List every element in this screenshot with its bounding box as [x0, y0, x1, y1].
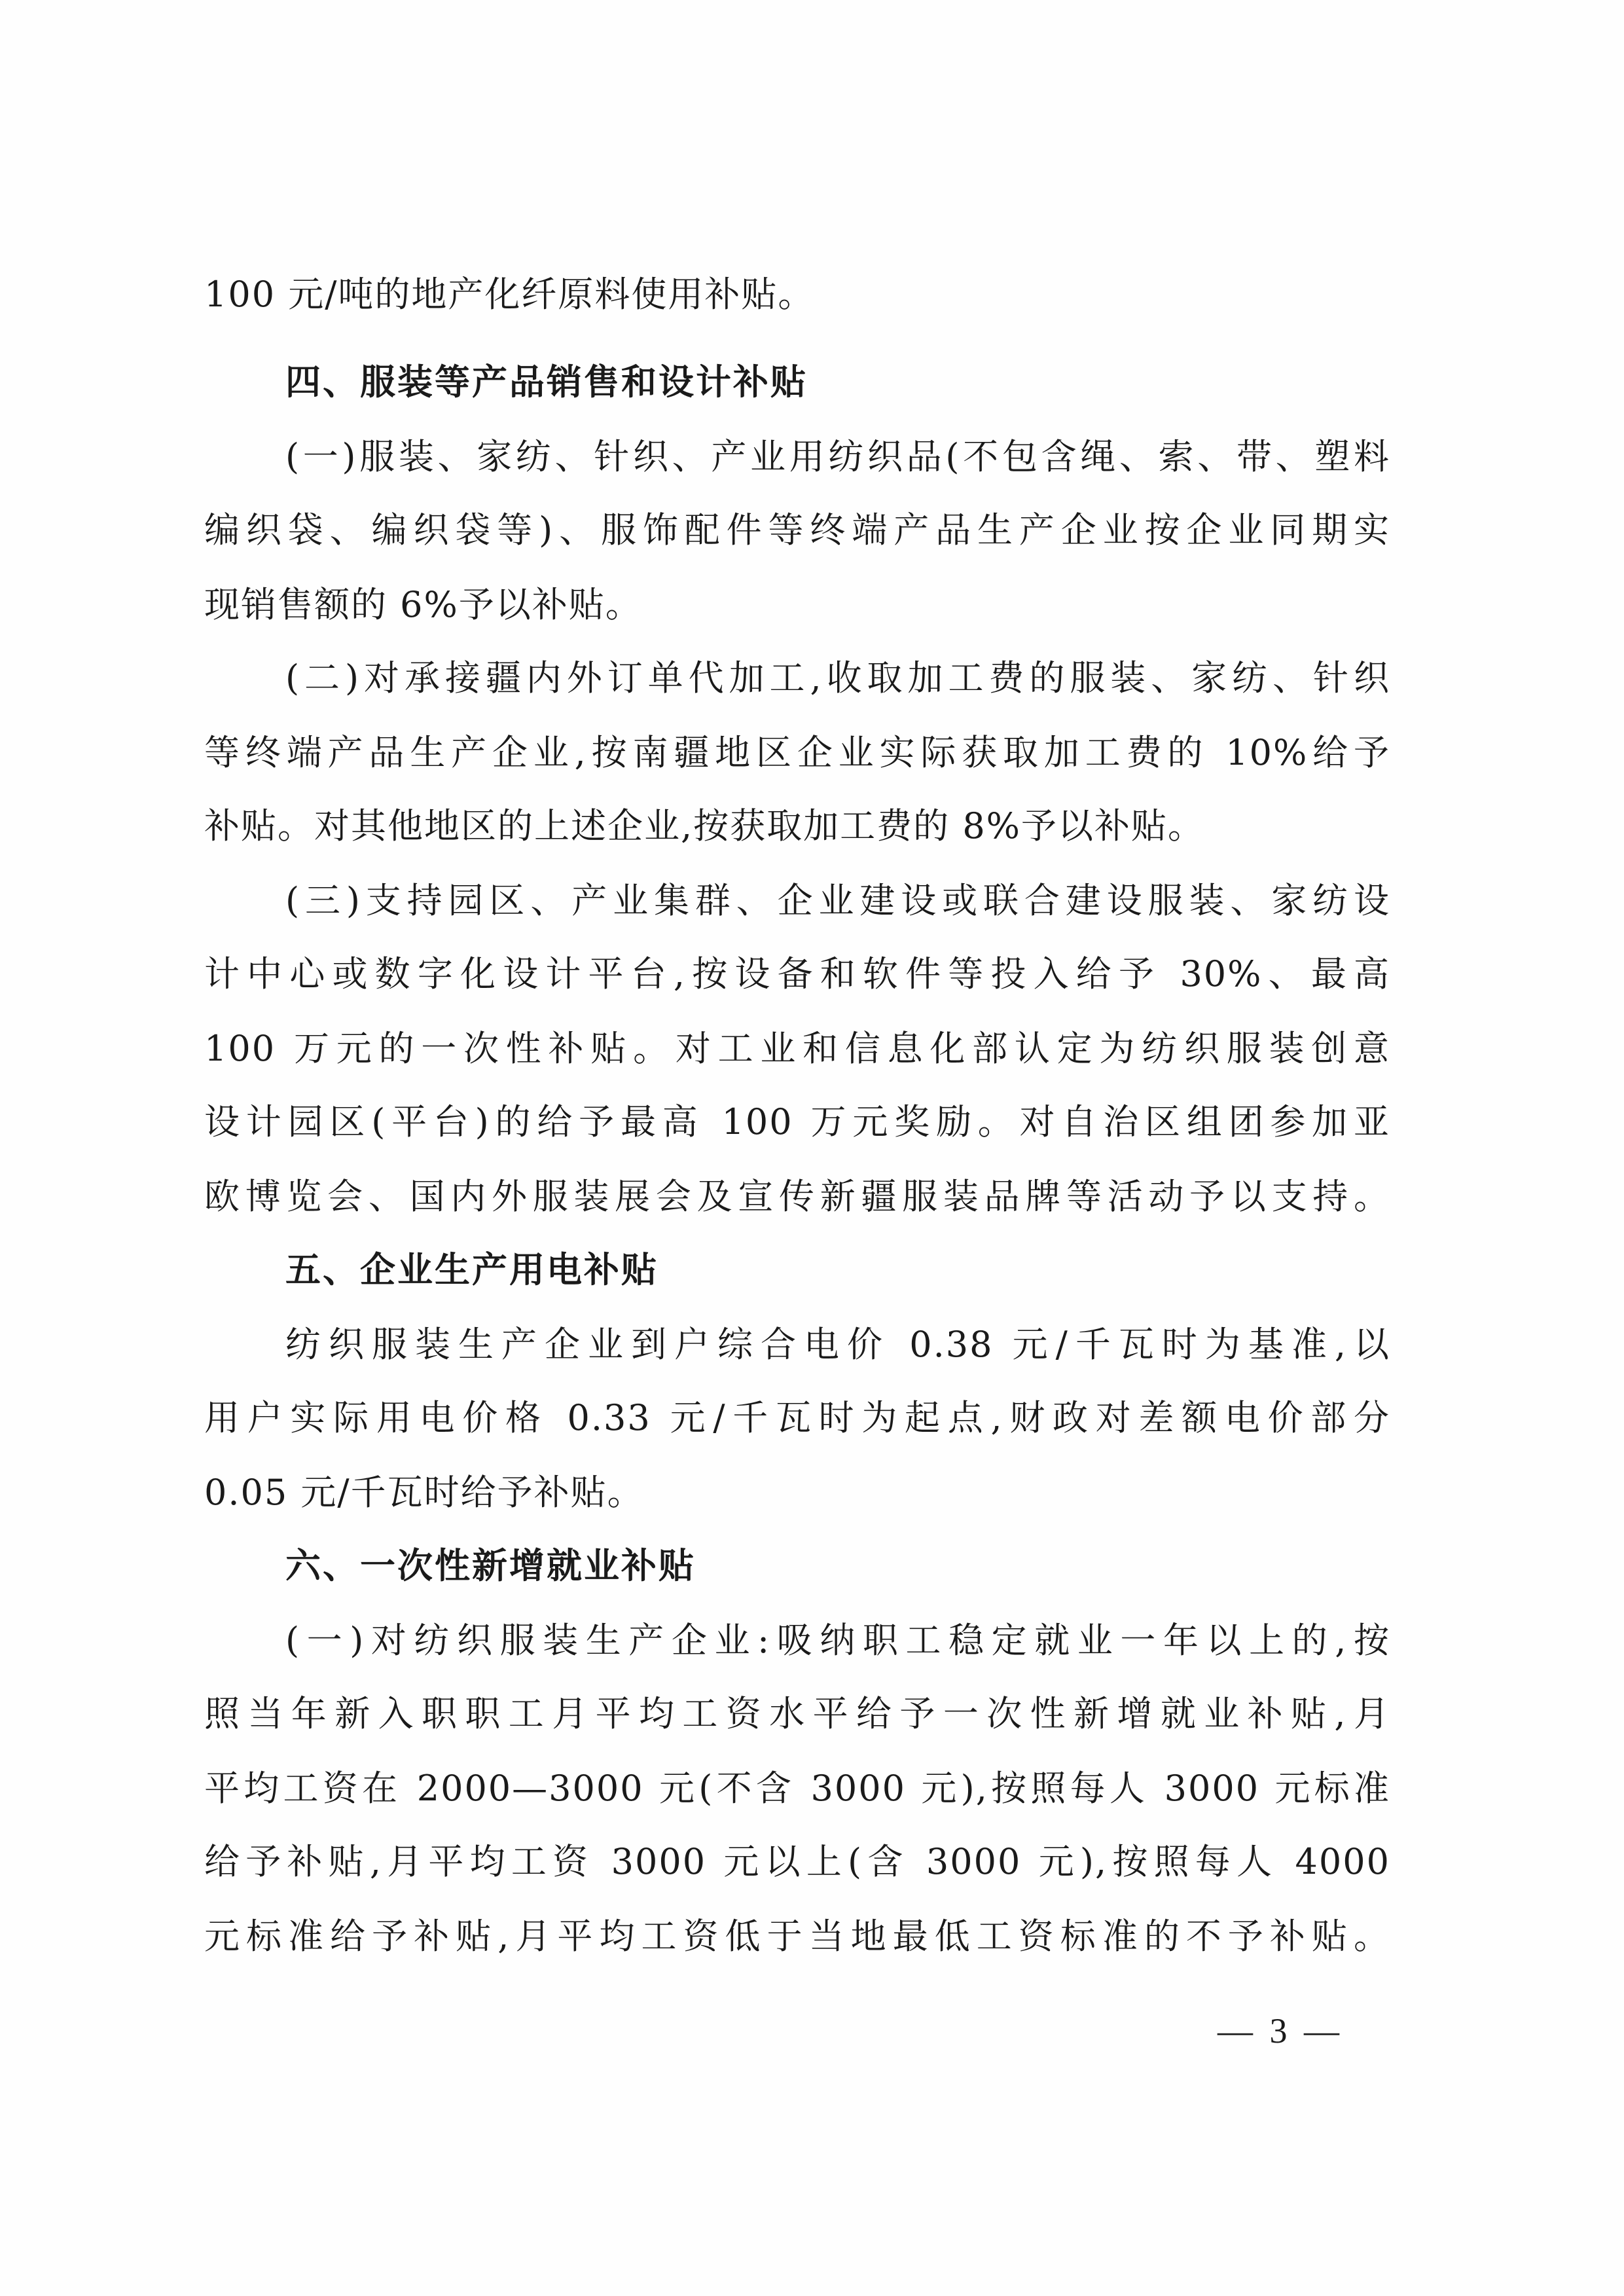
paragraph-line: 欧博览会、国内外服装展会及宣传新疆服装品牌等活动予以支持。 — [204, 1176, 1390, 1217]
section-heading-4: 四、服装等产品销售和设计补贴 — [285, 361, 808, 403]
paragraph-line: 编织袋、编织袋等)、服饰配件等终端产品生产企业按企业同期实 — [204, 509, 1390, 551]
page-number: — 3 — — [1218, 2011, 1343, 2050]
paragraph-line: 现销售额的 6%予以补贴。 — [204, 584, 642, 625]
paragraph-line: 0.05 元/千瓦时给予补贴。 — [204, 1472, 644, 1513]
paragraph-line: (二)对承接疆内外订单代加工,收取加工费的服装、家纺、针织 — [285, 657, 1390, 699]
paragraph-line: 补贴。对其他地区的上述企业,按获取加工费的 8%予以补贴。 — [204, 805, 1204, 847]
section-heading-6: 六、一次性新增就业补贴 — [285, 1545, 696, 1586]
section-heading-5: 五、企业生产用电补贴 — [285, 1249, 659, 1290]
paragraph-line: 元标准给予补贴,月平均工资低于当地最低工资标准的不予补贴。 — [204, 1916, 1390, 1957]
paragraph-line: 照当年新入职职工月平均工资水平给予一次性新增就业补贴,月 — [204, 1693, 1390, 1734]
paragraph-line: 设计园区(平台)的给予最高 100 万元奖励。对自治区组团参加亚 — [204, 1101, 1390, 1142]
paragraph-line: 给予补贴,月平均工资 3000 元以上(含 3000 元),按照每人 4000 — [204, 1841, 1390, 1882]
paragraph-line: 平均工资在 2000—3000 元(不含 3000 元),按照每人 3000 元标准 — [204, 1768, 1390, 1809]
paragraph-line: 100 元/吨的地产化纤原料使用补贴。 — [204, 274, 815, 315]
paragraph-line: 用户实际用电价格 0.33 元/千瓦时为起点,财政对差额电价部分 — [204, 1397, 1390, 1438]
paragraph-line: 100 万元的一次性补贴。对工业和信息化部认定为纺织服装创意 — [204, 1028, 1390, 1069]
paragraph-line: 等终端产品生产企业,按南疆地区企业实际获取加工费的 10%给予 — [204, 732, 1390, 773]
paragraph-line: 纺织服装生产企业到户综合电价 0.38 元/千瓦时为基准,以 — [285, 1324, 1390, 1365]
paragraph-line: 计中心或数字化设计平台,按设备和软件等投入给予 30%、最高 — [204, 953, 1390, 994]
paragraph-line: (三)支持园区、产业集群、企业建设或联合建设服装、家纺设 — [285, 880, 1390, 921]
paragraph-line: (一)服装、家纺、针织、产业用纺织品(不包含绳、索、带、塑料 — [285, 436, 1390, 477]
paragraph-line: (一)对纺织服装生产企业:吸纳职工稳定就业一年以上的,按 — [285, 1620, 1390, 1661]
